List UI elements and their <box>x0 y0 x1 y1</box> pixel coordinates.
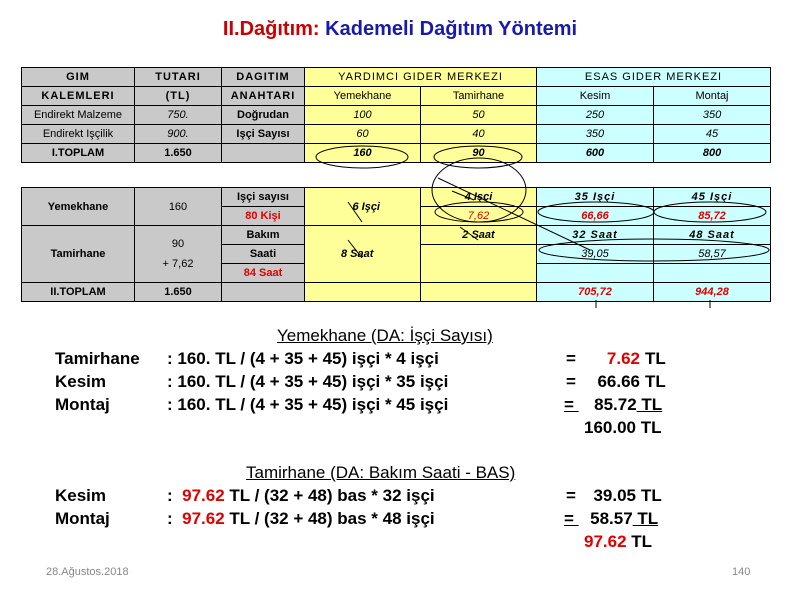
calc1-row-eq: = <box>564 395 574 414</box>
calc2-row-name: Montaj <box>55 509 110 528</box>
cell: 705,72 <box>537 283 654 302</box>
hdr-tutar: TUTARI <box>135 68 222 87</box>
calc2-row-eq: = <box>564 509 574 528</box>
calc1-row-name: Tamirhane <box>55 349 140 368</box>
calc1-row-name: Montaj <box>55 395 110 414</box>
table-row <box>22 125 771 144</box>
calc1-row-formula: : 160. TL / (4 + 35 + 45) işçi * 4 işçi <box>167 349 439 368</box>
cell: 48 Saat <box>654 226 771 245</box>
calc1-row-value: 66.66 <box>597 372 640 391</box>
slide-title <box>0 18 800 41</box>
cell: 84 Saat <box>222 264 305 283</box>
cell <box>421 283 537 302</box>
calc2-row-unit: TL <box>637 509 659 528</box>
hdr-kesim: Kesim <box>537 87 654 106</box>
cell: 7,62 <box>421 207 537 226</box>
calc2-row-value: 39.05 <box>593 486 636 505</box>
cell: 32 Saat <box>537 226 654 245</box>
calc1-heading: Yemekhane (DA: İşçi Sayısı) <box>277 326 493 345</box>
cell: 900. <box>135 125 222 144</box>
cost-table-1 <box>21 67 771 163</box>
cost-table-2 <box>21 187 771 302</box>
hdr-tl: (TL) <box>135 87 222 106</box>
cell <box>305 188 421 226</box>
calc1-row-underline <box>564 395 668 415</box>
cell: Yemekhane <box>22 188 135 226</box>
cell: Endirekt Malzeme <box>22 106 135 125</box>
cell <box>537 264 654 283</box>
calc1-row-formula: : 160. TL / (4 + 35 + 45) işçi * 35 işçi <box>167 372 449 391</box>
calc2-row-unit: TL <box>641 486 662 505</box>
calc1-row-name: Kesim <box>55 372 107 391</box>
calc2-row-colon: : <box>167 486 173 505</box>
cell: 35 Işçi <box>537 188 654 207</box>
cell: 40 <box>421 125 537 144</box>
cell: 1.650 <box>135 283 222 302</box>
cell: Doğrudan <box>222 106 305 125</box>
calc2-row-eq: = <box>566 486 576 505</box>
cell: Tamirhane <box>22 226 135 283</box>
calc2-row-colon: : <box>167 509 173 528</box>
cell <box>654 264 771 283</box>
cell: 60 <box>305 125 421 144</box>
cell: 66,66 <box>537 207 654 226</box>
cell: I.TOPLAM <box>22 144 135 163</box>
cell <box>305 283 421 302</box>
calc1-row-unit: TL <box>645 349 666 368</box>
cell: Endirekt Işçilik <box>22 125 135 144</box>
hdr-montaj: Montaj <box>654 87 771 106</box>
calc1-row-unit: TL <box>645 372 666 391</box>
cell <box>135 226 222 283</box>
cell: 250 <box>537 106 654 125</box>
cell: 2 Saat <box>421 226 537 245</box>
calc2-row-base: 97.62 <box>182 486 225 505</box>
table-row-total <box>22 283 771 302</box>
calc2-row-underline <box>564 509 664 529</box>
cell: 45 <box>654 125 771 144</box>
calc2-total-unit: TL <box>631 532 653 551</box>
calc2-total-value: 97.62 <box>584 532 627 551</box>
cell: 90 <box>421 144 537 163</box>
calc2-total <box>584 532 652 552</box>
calc2-row-rest: TL / (32 + 48) bas * 32 işçi <box>229 486 435 505</box>
cell <box>222 144 305 163</box>
table-row <box>22 106 771 125</box>
cell: 39,05 <box>537 245 654 264</box>
cell: 85,72 <box>654 207 771 226</box>
cell: 800 <box>654 144 771 163</box>
calc1-row-formula: : 160. TL / (4 + 35 + 45) işçi * 45 işçi <box>167 395 449 414</box>
crossed-value: 6 Işçi <box>352 200 380 213</box>
calc2-row-name: Kesim <box>55 486 107 505</box>
cell: 944,28 <box>654 283 771 302</box>
hdr-tamirhane: Tamirhane <box>421 87 537 106</box>
cell: 1.650 <box>135 144 222 163</box>
cell <box>421 245 537 283</box>
calc2-row-formula <box>167 509 435 529</box>
hdr-anahtari: ANAHTARI <box>222 87 305 106</box>
cell <box>222 283 305 302</box>
hdr-dagitim: DAGITIM <box>222 68 305 87</box>
cell: Işçi Sayısı <box>222 125 305 144</box>
cell: 350 <box>654 106 771 125</box>
cell <box>305 226 421 283</box>
hdr-yemekhane: Yemekhane <box>305 87 421 106</box>
footer-date: 28.Ağustos.2018 <box>46 566 129 578</box>
amount: 90 <box>171 238 185 250</box>
title-part2: Kademeli Dağıtım Yöntemi <box>325 18 578 40</box>
calc1-row-unit: TL <box>641 395 663 414</box>
hdr-gim: GIM <box>22 68 135 87</box>
cell: 160 <box>305 144 421 163</box>
hdr-yardimci: YARDIMCI GIDER MERKEZI <box>305 68 537 87</box>
cell: 750. <box>135 106 222 125</box>
calc1-total: 160.00 TL <box>584 418 662 437</box>
cell: Bakım <box>222 226 305 245</box>
calc2-row-base: 97.62 <box>182 509 225 528</box>
cell: 45 Işçi <box>654 188 771 207</box>
cell: 350 <box>537 125 654 144</box>
table-row-total <box>22 144 771 163</box>
calc2-heading: Tamirhane (DA: Bakım Saati - BAS) <box>246 463 516 482</box>
page-number: 140 <box>732 566 751 578</box>
table-row <box>22 226 771 245</box>
calc2-row-rest: TL / (32 + 48) bas * 48 işçi <box>229 509 435 528</box>
cell: Saati <box>222 245 305 264</box>
cell: 160 <box>135 188 222 226</box>
cell: 80 Kişi <box>222 207 305 226</box>
crossed-value: 8 Saat <box>341 248 374 260</box>
calc2-row-formula <box>167 486 435 506</box>
cell: Işçi sayısı <box>222 188 305 207</box>
calc1-row-eq: = <box>566 372 576 391</box>
amount-add: + 7,62 <box>162 258 194 270</box>
title-part1: II.Dağıtım: <box>222 18 320 40</box>
hdr-esas: ESAS GIDER MERKEZI <box>537 68 771 87</box>
cell: 58,57 <box>654 245 771 264</box>
hdr-kalemleri: KALEMLERI <box>22 87 135 106</box>
calc1-row-eq: = <box>566 349 576 368</box>
calc1-row-value: 85.72 <box>594 395 637 414</box>
cell: 100 <box>305 106 421 125</box>
cell: 4 Işçi <box>421 188 537 207</box>
calc1-row-value: 7.62 <box>606 349 640 368</box>
calc2-row-value: 58.57 <box>590 509 633 528</box>
cell: II.TOPLAM <box>22 283 135 302</box>
table-row <box>22 188 771 207</box>
cell: 600 <box>537 144 654 163</box>
cell: 50 <box>421 106 537 125</box>
